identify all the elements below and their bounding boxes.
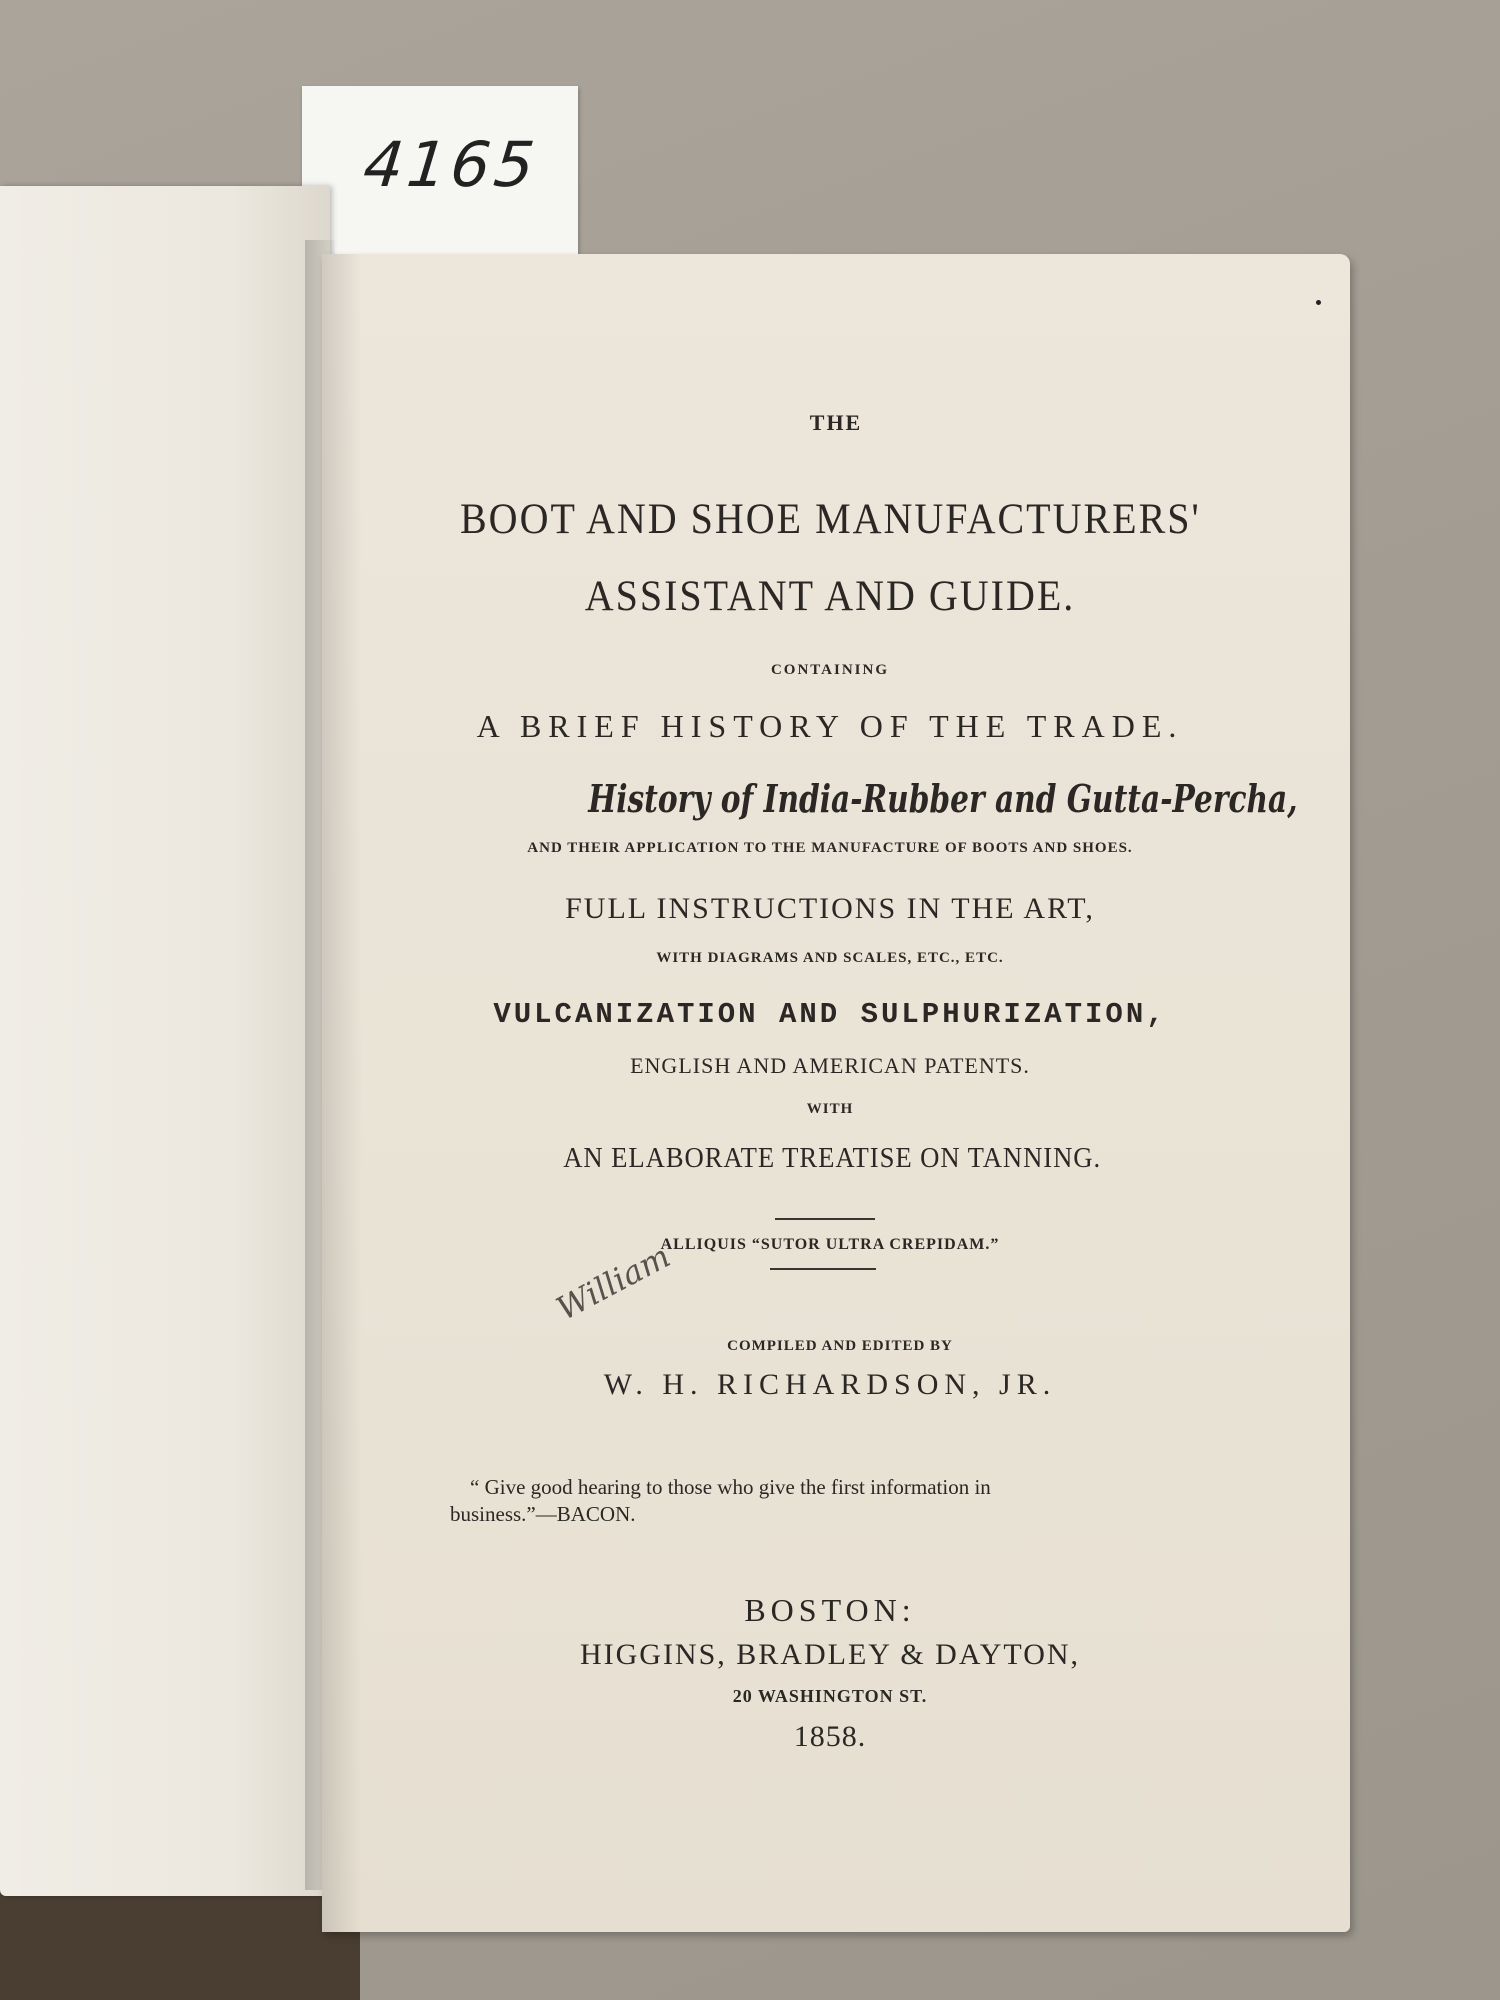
the-line: THE <box>809 410 863 435</box>
left-page <box>0 186 330 1896</box>
page-shadow <box>322 254 362 1932</box>
quote-line-2: business.”—BACON. <box>450 1502 636 1526</box>
book-cover-back <box>0 1885 360 2000</box>
inventory-number: 4165 <box>360 128 542 201</box>
author-line: W. H. RICHARDSON, JR. <box>603 1368 1057 1401</box>
year-line: 1858. <box>793 1720 867 1753</box>
history-rubber-line: History of India-Rubber and Gutta-Percha, <box>588 776 1298 821</box>
treatise-line: AN ELABORATE TREATISE ON TANNING. <box>563 1142 1102 1174</box>
quote-line-1: “ Give good hearing to those who give the first information in <box>470 1475 991 1499</box>
history-trade-line: A BRIEF HISTORY OF THE TRADE. <box>476 708 1184 744</box>
address-line: 20 WASHINGTON ST. <box>732 1686 928 1706</box>
title-line-2: ASSISTANT AND GUIDE. <box>584 571 1076 620</box>
handwritten-signature: William <box>550 1236 677 1328</box>
divider-bottom <box>770 1268 876 1270</box>
containing-line: CONTAINING <box>770 662 890 678</box>
patents-line: ENGLISH AND AMERICAN PATENTS. <box>630 1053 1030 1078</box>
title-line-1: BOOT AND SHOE MANUFACTURERS' <box>460 494 1201 543</box>
with-line: WITH <box>806 1101 854 1117</box>
motto-line: ALLIQUIS “SUTOR ULTRA CREPIDAM.” <box>660 1236 1000 1253</box>
publisher-line: HIGGINS, BRADLEY & DAYTON, <box>579 1638 1081 1671</box>
diagrams-line: WITH DIAGRAMS AND SCALES, ETC., ETC. <box>656 950 1004 966</box>
divider-top <box>775 1218 875 1220</box>
vulcanization-line: VULCANIZATION AND SULPHURIZATION, <box>493 998 1167 1031</box>
inventory-tag <box>302 86 578 276</box>
compiled-line: COMPILED AND EDITED BY <box>727 1338 953 1354</box>
city-line: BOSTON: <box>744 1592 916 1628</box>
page-speck <box>1316 300 1321 305</box>
instructions-line: FULL INSTRUCTIONS IN THE ART, <box>565 892 1095 925</box>
application-line: AND THEIR APPLICATION TO THE MANUFACTURE OF BOOTS AND SHOES. <box>527 840 1133 856</box>
